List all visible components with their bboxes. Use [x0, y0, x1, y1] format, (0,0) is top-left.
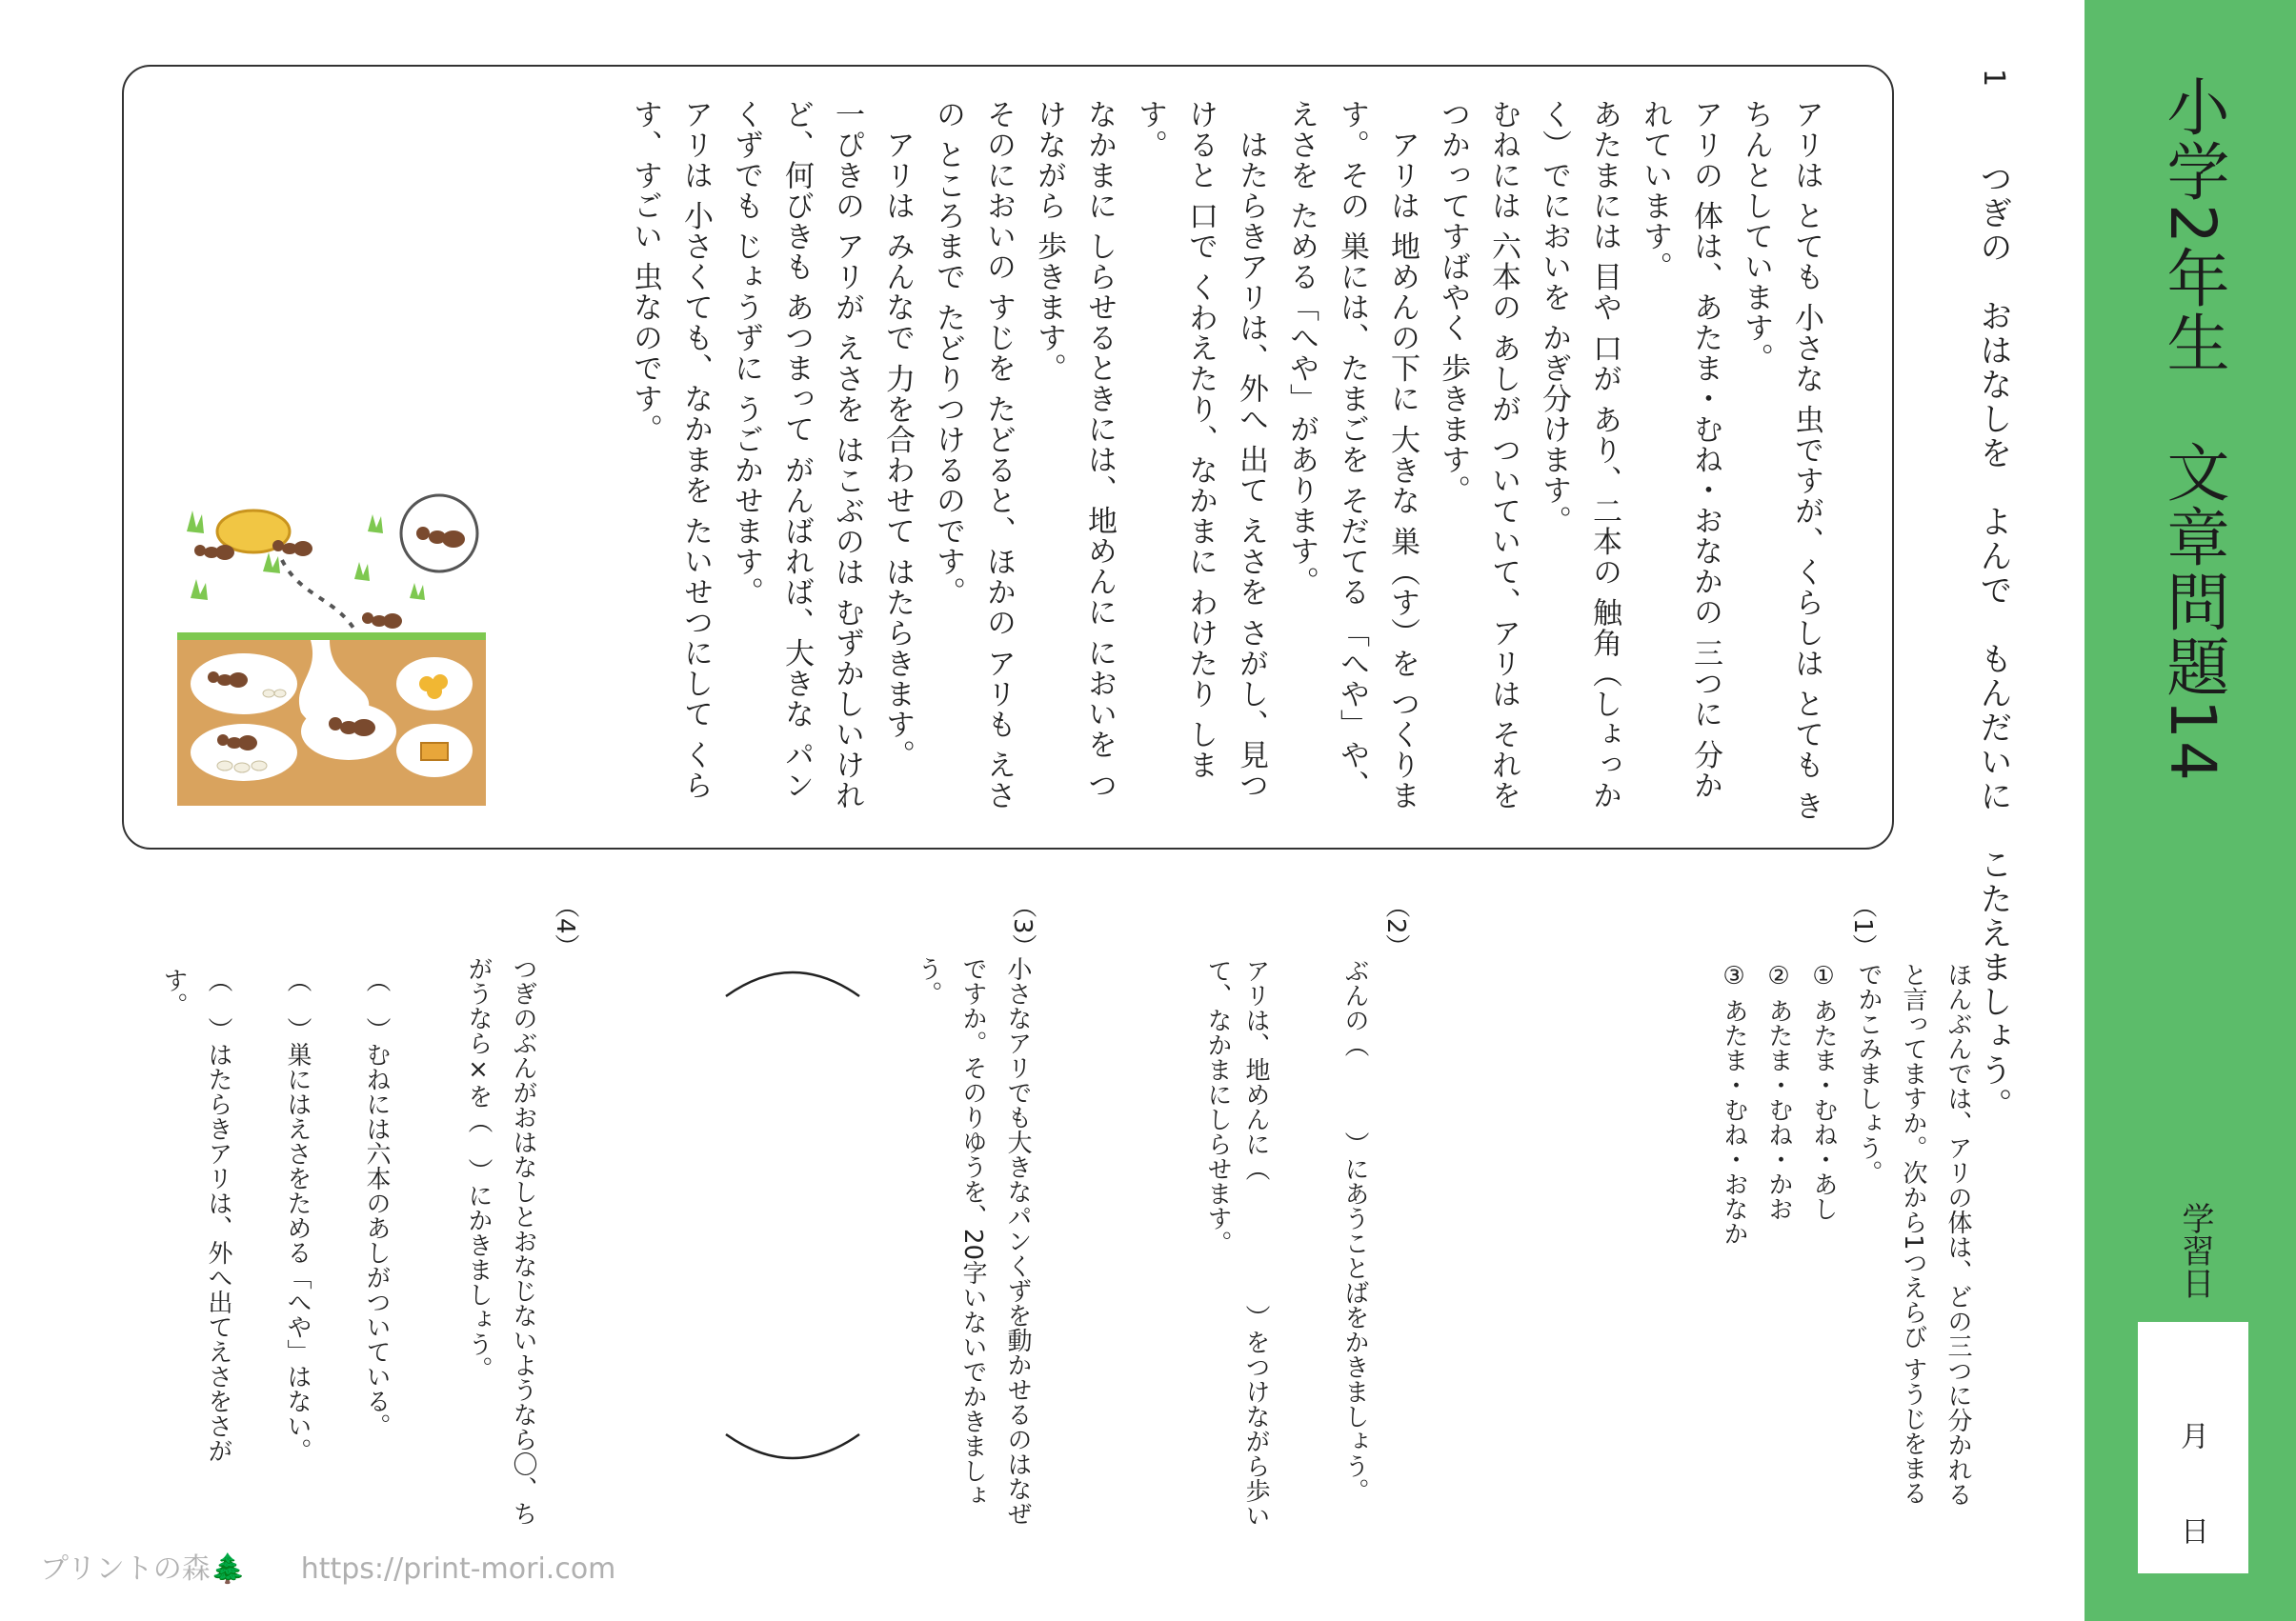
worksheet-title: 小学2年生 文章問題14 [2156, 74, 2229, 783]
q4-option[interactable]: （ ）巣にはえさをためる「へや」はない。 [283, 968, 312, 1463]
story-text [619, 99, 1831, 823]
problem-number: 1 [1977, 69, 2010, 88]
q1-option[interactable]: ③ あたま・むね・おなか [1720, 962, 1748, 1247]
story-paragraph: アリは 地めんの下に 大きな 巣（す）を つくります。その 巣には、たまごを そだてる 「へや」や、えさを ためる「へや」があります。 [1284, 99, 1420, 811]
q4-option[interactable]: （ ）むねには六本のあしがついている。 [362, 968, 391, 1438]
day-label: 日 [2175, 1516, 2208, 1545]
q3-prompt: 小さなアリでも大きなパンくずを動かせるのはなぜですか。そのりゆうを、20字いないでかきましょう。 [914, 956, 1032, 1526]
q1-option[interactable]: ① あたま・むね・あし [1809, 962, 1838, 1222]
story-paragraph: 一ぴきの アリが えさを はこぶのは むずかしいけれど、何びきも あつまって がんばれば、大きな パンくずでも じょうずに うごかせます。 [729, 99, 864, 811]
q1-number: （1） [1848, 893, 1877, 959]
footer [40, 1545, 661, 1587]
problem-instruction: つぎの おはなしを よんで もんだいに こたえましょう。 [1974, 162, 2012, 1122]
site-url[interactable]: https://print-mori.com [300, 1552, 616, 1586]
q2-number: （2） [1381, 893, 1410, 959]
q1-option[interactable]: ② あたま・むね・かお [1764, 962, 1793, 1222]
food-block-icon [421, 743, 448, 760]
site-name: プリントの森🌲 [40, 1552, 247, 1586]
q4-prompt: つぎのぶんがおはなしとおなじないようなら〇、ちがうなら×を（ ）にかきましょう。 [464, 956, 537, 1526]
story-paragraph: むねには 六本の あしが ついていて、アリは それを つかってすばやく 歩きます。 [1436, 99, 1521, 811]
story-paragraph: あたまには 目や 口が あり、二本の 触角（しょっかく）でにおいを かぎ分けます。 [1537, 99, 1621, 811]
q1-prompt: ほんぶんでは、アリの体は、どの三つに分かれると言ってますか。次から1つえらび すうじをまるでかこみましょう。 [1854, 962, 1972, 1507]
q4-options [116, 968, 398, 1501]
story-paragraph: アリは とても 小さな 虫ですが、くらしは とても きちんとしています。 [1739, 99, 1823, 822]
month-label: 月 [2175, 1421, 2208, 1450]
q2-prompt: ぶんの（ ）にあうことばをかきましょう。 [1340, 958, 1369, 1503]
story-paragraph: アリは みんなで 力を合わせて はたらきます。 [880, 99, 915, 770]
q3-number: （3） [1008, 893, 1037, 959]
q4-option[interactable]: （ ）はたらきアリは、外へ出てえさをさがす。 [159, 968, 232, 1463]
q2-answer-sentence[interactable]: アリは、地めんに（ ）をつけながら歩いて、なかまにしらせます。 [1203, 958, 1270, 1528]
story-paragraph: なかまに しらせるときには、地めんに においを つけながら 歩きます。 [1032, 99, 1117, 801]
ant-nest-illustration [177, 493, 486, 806]
q4-number: （4） [551, 893, 579, 959]
story-paragraph: アリは 小さくても、なかまを たいせつにして くらす、すごい 虫なのです。 [628, 99, 713, 801]
story-paragraph: はたらきアリは、外へ 出て えさを さがし、見つけると 口で くわえたり、なかまに わけたり します。 [1133, 99, 1268, 801]
q1-text [1711, 962, 1980, 1514]
story-paragraph: そのにおいの すじを たどると、ほかの アリも えさの ところまで たどりつけるのです。 [931, 99, 1016, 811]
date-label: 学習日 [2176, 1202, 2214, 1299]
q3-answer-area[interactable] [716, 958, 869, 1472]
story-paragraph: アリの 体は、あたま・むね・おなかの 三つに 分かれています。 [1638, 99, 1722, 801]
